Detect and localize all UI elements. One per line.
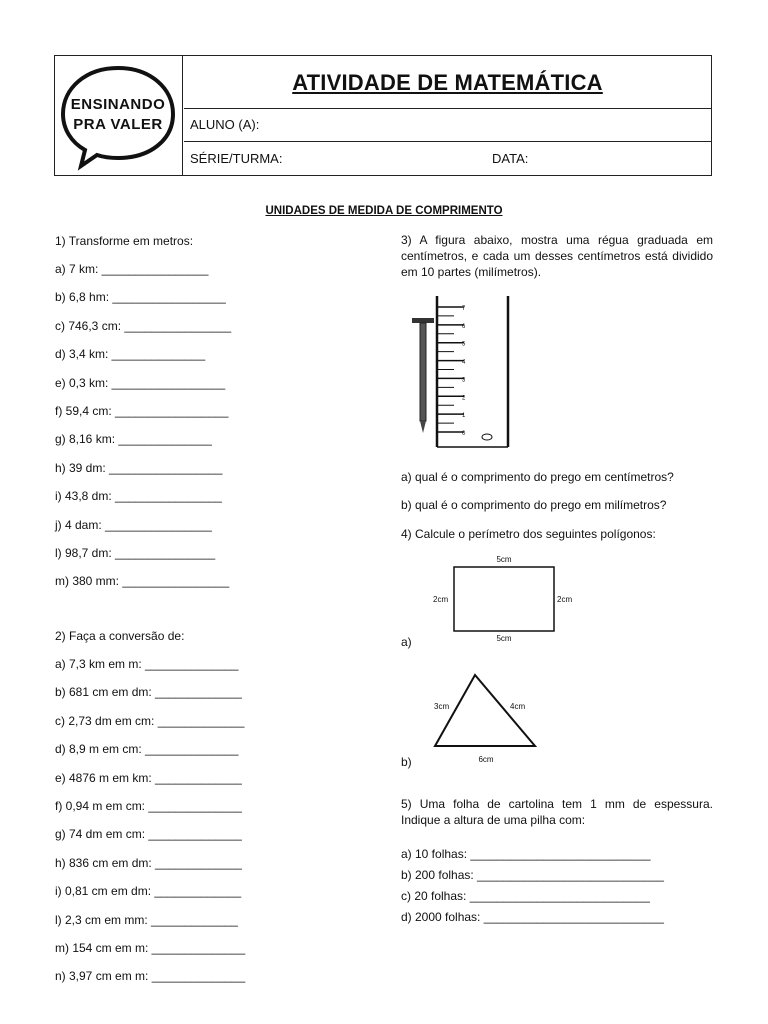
q1-item[interactable]: b) 6,8 hm: _________________: [55, 290, 226, 305]
ruler-label: 4: [462, 359, 466, 366]
q3-a: a) qual é o comprimento do prego em centímetros?: [401, 470, 674, 484]
q1-item[interactable]: e) 0,3 km: _________________: [55, 375, 226, 390]
q4-title: 4) Calcule o perímetro dos seguintes polígonos:: [401, 527, 656, 541]
q2-item[interactable]: e) 4876 m em km: _____________: [55, 770, 242, 785]
nail-head-icon: [412, 318, 434, 323]
q3-b: b) qual é o comprimento do prego em milímetros?: [401, 498, 667, 512]
serie-cell[interactable]: [184, 142, 711, 175]
q5-item[interactable]: b) 200 folhas: ____________________________: [401, 868, 664, 882]
q2-item[interactable]: c) 2,73 dm em cm: _____________: [55, 713, 245, 728]
q4-tri-label: b): [401, 755, 412, 769]
title-cell: [184, 56, 711, 109]
q5-item[interactable]: a) 10 folhas: ___________________________: [401, 847, 651, 861]
q2-title: 2) Faça a conversão de:: [55, 629, 185, 643]
rect-top-label: 5cm: [496, 555, 512, 564]
serie-label: SÉRIE/TURMA:: [190, 151, 283, 166]
rect-right-label: 2cm: [557, 595, 573, 604]
q2-item[interactable]: a) 7,3 km em m: ______________: [55, 657, 239, 671]
logo-line-1: ENSINANDO: [70, 96, 166, 113]
q1-item[interactable]: j) 4 dam: ________________: [55, 517, 212, 532]
q1-item[interactable]: h) 39 dm: _________________: [55, 460, 223, 475]
ruler-ticks: [437, 307, 464, 432]
q5-text: 5) Uma folha de cartolina tem 1 mm de espessura. Indique a altura de uma pilha com:: [401, 797, 713, 827]
ruler-nail-figure: [404, 292, 524, 452]
q1-title: 1) Transforme em metros:: [55, 234, 194, 248]
q1-item[interactable]: a) 7 km: ________________: [55, 262, 209, 276]
q1-item[interactable]: c) 746,3 cm: ________________: [55, 318, 232, 333]
q2-item[interactable]: m) 154 cm em m: ______________: [55, 941, 246, 955]
header-divider: [182, 56, 183, 175]
ruler-labels: [462, 306, 466, 437]
q1-item[interactable]: f) 59,4 cm: _________________: [55, 404, 229, 418]
nail-tip-icon: [420, 421, 426, 433]
tri-bottom-label: 6cm: [478, 755, 494, 764]
section-title: UNIDADES DE MEDIDA DE COMPRIMENTO: [265, 205, 503, 217]
q5-item[interactable]: c) 20 folhas: ___________________________: [401, 889, 650, 903]
q1-item[interactable]: l) 98,7 dm: _______________: [55, 546, 216, 560]
aluno-cell[interactable]: [184, 108, 711, 142]
header-table: [54, 55, 712, 176]
q2-item[interactable]: h) 836 cm em dm: _____________: [55, 855, 242, 870]
triangle-figure: [428, 668, 548, 768]
logo-speech-bubble-icon: [55, 56, 182, 175]
nail-shank-icon: [420, 323, 426, 421]
q1-item[interactable]: m) 380 mm: ________________: [55, 574, 230, 589]
ruler-label: 5: [462, 341, 466, 348]
tri-left-label: 3cm: [434, 702, 450, 711]
rect-left-label: 2cm: [433, 595, 449, 604]
page-title: ATIVIDADE DE MATEMÁTICA: [292, 70, 603, 95]
logo-line-2: PRA VALER: [73, 116, 163, 133]
ruler-label: 3: [462, 377, 466, 384]
data-label: DATA:: [492, 151, 529, 166]
tri-right-label: 4cm: [510, 702, 526, 711]
ruler-label: 0: [462, 431, 466, 437]
rect-bottom-label: 5cm: [496, 634, 512, 643]
logo-cell: [55, 56, 183, 175]
q2-item[interactable]: d) 8,9 m em cm: ______________: [55, 742, 239, 757]
q2-item[interactable]: n) 3,97 cm em m: ______________: [55, 969, 246, 984]
q2-item[interactable]: i) 0,81 cm em dm: _____________: [55, 884, 242, 899]
q2-item[interactable]: g) 74 dm em cm: ______________: [55, 827, 242, 842]
ruler-label: 2: [462, 395, 466, 402]
q3-text: 3) A figura abaixo, mostra uma régua graduada em centímetros, e cada um desses centímetros está dividido em 10 partes (milímetros).: [401, 233, 713, 279]
q1-item[interactable]: d) 3,4 km: ______________: [55, 347, 206, 362]
ruler-label: 1: [462, 413, 466, 420]
rectangle-figure: [430, 552, 580, 644]
aluno-label: ALUNO (A):: [190, 117, 260, 132]
q2-item[interactable]: b) 681 cm em dm: _____________: [55, 685, 242, 700]
q2-item[interactable]: f) 0,94 m em cm: ______________: [55, 799, 242, 813]
q1-item[interactable]: i) 43,8 dm: ________________: [55, 489, 222, 504]
ruler-label: 6: [462, 323, 466, 330]
q1-item[interactable]: g) 8,16 km: ______________: [55, 432, 212, 447]
q5-item[interactable]: d) 2000 folhas: ___________________________: [401, 910, 664, 924]
ruler-label: 7: [462, 306, 466, 312]
q2-item[interactable]: l) 2,3 cm em mm: _____________: [55, 912, 238, 927]
ruler-hole-icon: [482, 434, 492, 440]
rectangle-shape: [454, 567, 554, 631]
q4-rect-label: a): [401, 635, 412, 649]
